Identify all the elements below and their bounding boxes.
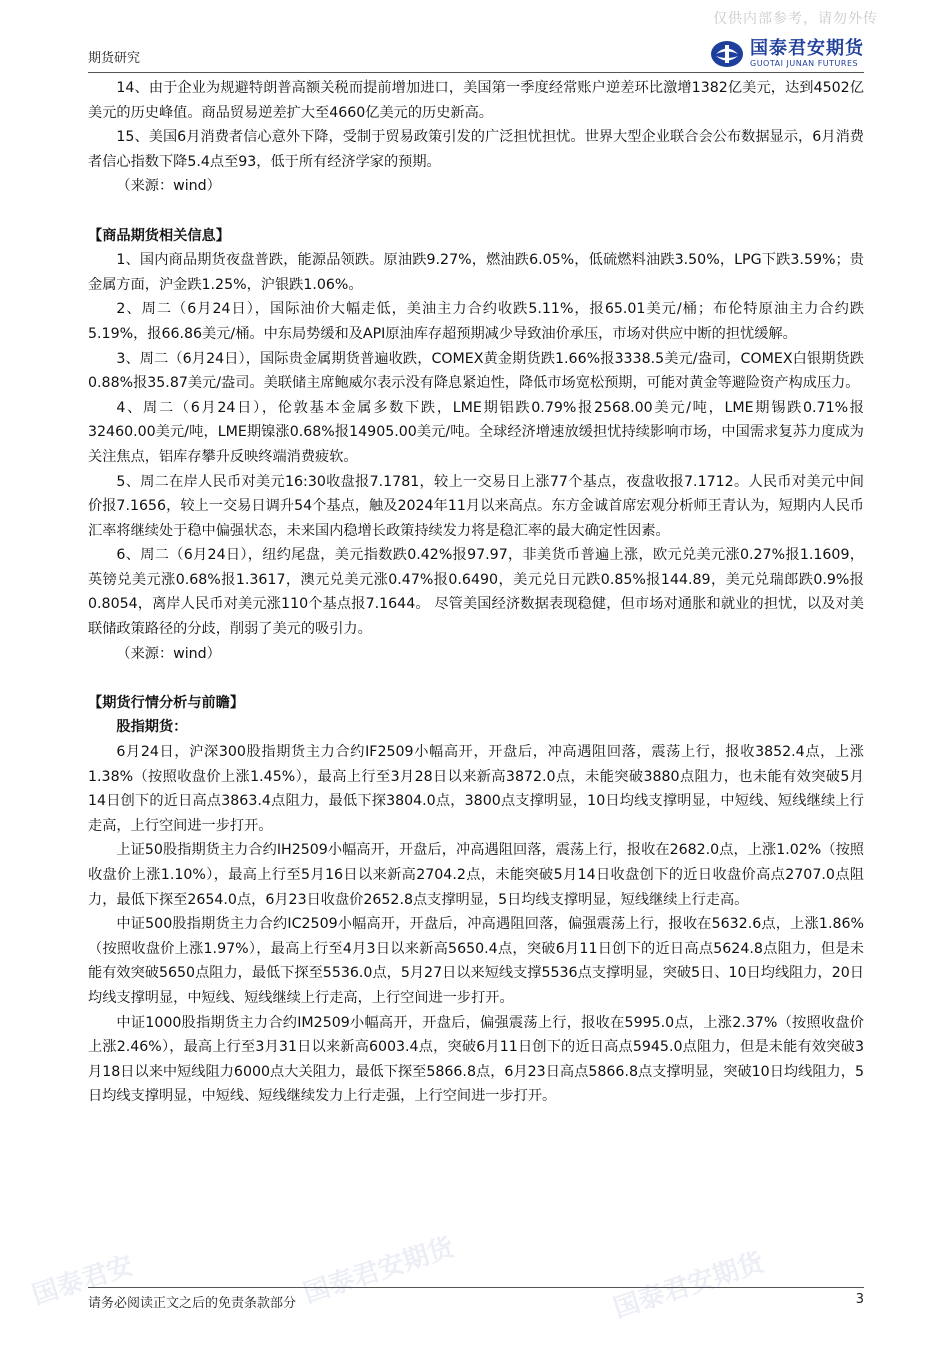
logo-chinese-name: 国泰君安期货 [750, 38, 864, 59]
commodity-item-1: 1、国内商品期货夜盘普跌，能源品领跌。原油跌9.27%，燃油跌6.05%，低硫燃料油跌3.50%，LPG下跌3.59%；贵金属方面，沪金跌1.25%，沪银跌1.06%。 [88, 252, 864, 293]
macro-item-15: 15、美国6月消费者信心意外下降，受制于贸易政策引发的广泛担忧担忧。世界大型企业联合会公布数据显示，6月消费者信心指数下降5.4点至93，低于所有经济学家的预期。 [88, 129, 864, 170]
background-watermark-logo: 国泰君安期货 [609, 1247, 768, 1325]
analysis-paragraph-if: 6月24日，沪深300股指期货主力合约IF2509小幅高开，开盘后，冲高遇阻回落，震荡上行，报收3852.4点，上涨1.38%（按照收盘价上涨1.45%），最高上行至3月28日以来新高3872.0点，未能突破3880点阻力，也未能有效突破5月14日创下的近日高点3863.4点阻力，最低下探3804.0点，3800点支撑明显，10日均线支撑明显，中短线、短线继续上行走高，上行空间进一步打开。 [88, 744, 864, 834]
page-header [88, 36, 864, 73]
disclaimer-note: 请务必阅读正文之后的免责条款部分 [88, 1296, 297, 1311]
commodity-section-title: 【商品期货相关信息】 [88, 227, 230, 244]
analysis-paragraph-im: 中证1000股指期货主力合约IM2509小幅高开，开盘后，偏强震荡上行，报收在5995.0点，上涨2.37%（按照收盘价上涨2.46%），最高上行至3月31日以来新高6003.4点，突破6月11日创下的近日高点5945.0点阻力，但是未能有效突破3月18日以来中短线阻力6000点大关阻力，最低下探至5866.8点，6月23日高点5866.8点支撑明显，突破10日均线阻力，5日均线支撑明显，中短线、短线继续发力上行走强，上行空间进一步打开。 [88, 1014, 864, 1105]
confidential-watermark: 仅供内部参考，请勿外传 [713, 11, 878, 27]
stock-index-futures-subtitle: 股指期货： [116, 719, 188, 736]
analysis-paragraph-ih: 上证50股指期货主力合约IH2509小幅高开，开盘后，冲高遇阻回落，震荡上行，报收在2682.0点，上涨1.02%（按照收盘价上涨1.10%），最高上行至5月16日以来新高2704.2点，未能突破5月14日收盘创下的近日收盘价高点2707.0点阻力，最低下探至2654.0点，6月23日收盘价2652.8点支撑明显，5日均线支撑明显，短线继续上行走高。 [88, 842, 864, 908]
company-logo [710, 36, 864, 72]
background-watermark-logo: 国泰君安 [28, 1250, 137, 1312]
main-content [88, 76, 864, 1109]
logo-english-name: GUOTAI JUNAN FUTURES [750, 59, 859, 68]
analysis-paragraph-ic: 中证500股指期货主力合约IC2509小幅高开，开盘后，冲高遇阻回落，偏强震荡上行，报收在5632.6点，上涨1.86%（按照收盘价上涨1.97%），最高上行至4月3日以来新高5650.4点，突破6月11日创下的近日高点5624.8点阻力，但是未能有效突破5650点阻力，最低下探至5536.0点，5月27日以来短线支撑5536点支撑明显，突破5日、10日均线阻力，20日均线支撑明显，中短线、短线继续上行走高，上行空间进一步打开。 [88, 916, 864, 1006]
commodity-item-5: 5、周二在岸人民币对美元16:30收盘报7.1781，较上一交易日上涨77个基点，夜盘收报7.1712。人民币对美元中间价报7.1656，较上一交易日调升54个基点，触及2024年11月以来高点。东方金诚首席宏观分析师王青认为，短期内人民币汇率将继续处于稳中偏强状态，未来国内稳增长政策持续发力将是稳汇率的最大确定性因素。 [88, 473, 864, 539]
background-watermark-logo: 国泰君安期货 [299, 1232, 458, 1310]
analysis-section-title: 【期货行情分析与前瞻】 [88, 694, 245, 711]
macro-source: （来源：wind） [116, 178, 221, 195]
commodity-item-2: 2、周二（6月24日），国际油价大幅走低，美油主力合约收跌5.11%，报65.01美元/桶；布伦特原油主力合约跌5.19%，报66.86美元/桶。中东局势缓和及API原油库存超预期减少导致油价承压，市场对供应中断的担忧缓解。 [88, 301, 864, 342]
page-number: 3 [855, 1292, 864, 1307]
header-section-label: 期货研究 [88, 51, 141, 66]
commodity-item-6: 6、周二（6月24日），纽约尾盘，美元指数跌0.42%报97.97，非美货币普遍上涨，欧元兑美元涨0.27%报1.1609，英镑兑美元涨0.68%报1.3617，澳元兑美元涨0.47%报0.6490，美元兑日元跌0.85%报144.89，美元兑瑞郎跌0.9%报0.8054，离岸人民币对美元涨110个基点报7.1644。 尽管美国经济数据表现稳健，但市场对通胀和就业的担忧，以及对美联储政策路径的分歧，削弱了美元的吸引力。 [88, 547, 864, 638]
page-footer [88, 1287, 864, 1318]
commodity-item-3: 3、周二（6月24日），国际贵金属期货普遍收跌，COMEX黄金期货跌1.66%报3338.5美元/盎司，COMEX白银期货跌0.88%报35.87美元/盎司。美联储主席鲍威尔表示没有降息紧迫性，降低市场宽松预期，可能对黄金等避险资产构成压力。 [88, 350, 864, 392]
macro-item-14: 14、由于企业为规避特朗普高额关税而提前增加进口，美国第一季度经常账户逆差环比激增1382亿美元，达到4502亿美元的历史峰值。商品贸易逆差扩大至4660亿美元的历史新高。 [88, 80, 864, 121]
logo-emblem-icon [710, 39, 744, 69]
commodity-item-4: 4、周二（6月24日），伦敦基本金属多数下跌，LME期铝跌0.79%报2568.00美元/吨，LME期锡跌0.71%报32460.00美元/吨，LME期镍涨0.68%报14905.00美元/吨。全球经济增速放缓担忧持续影响市场，中国需求复苏力度成为关注焦点，铝库存攀升反映终端消费疲软。 [88, 399, 864, 465]
commodity-source: （来源：wind） [116, 645, 221, 662]
